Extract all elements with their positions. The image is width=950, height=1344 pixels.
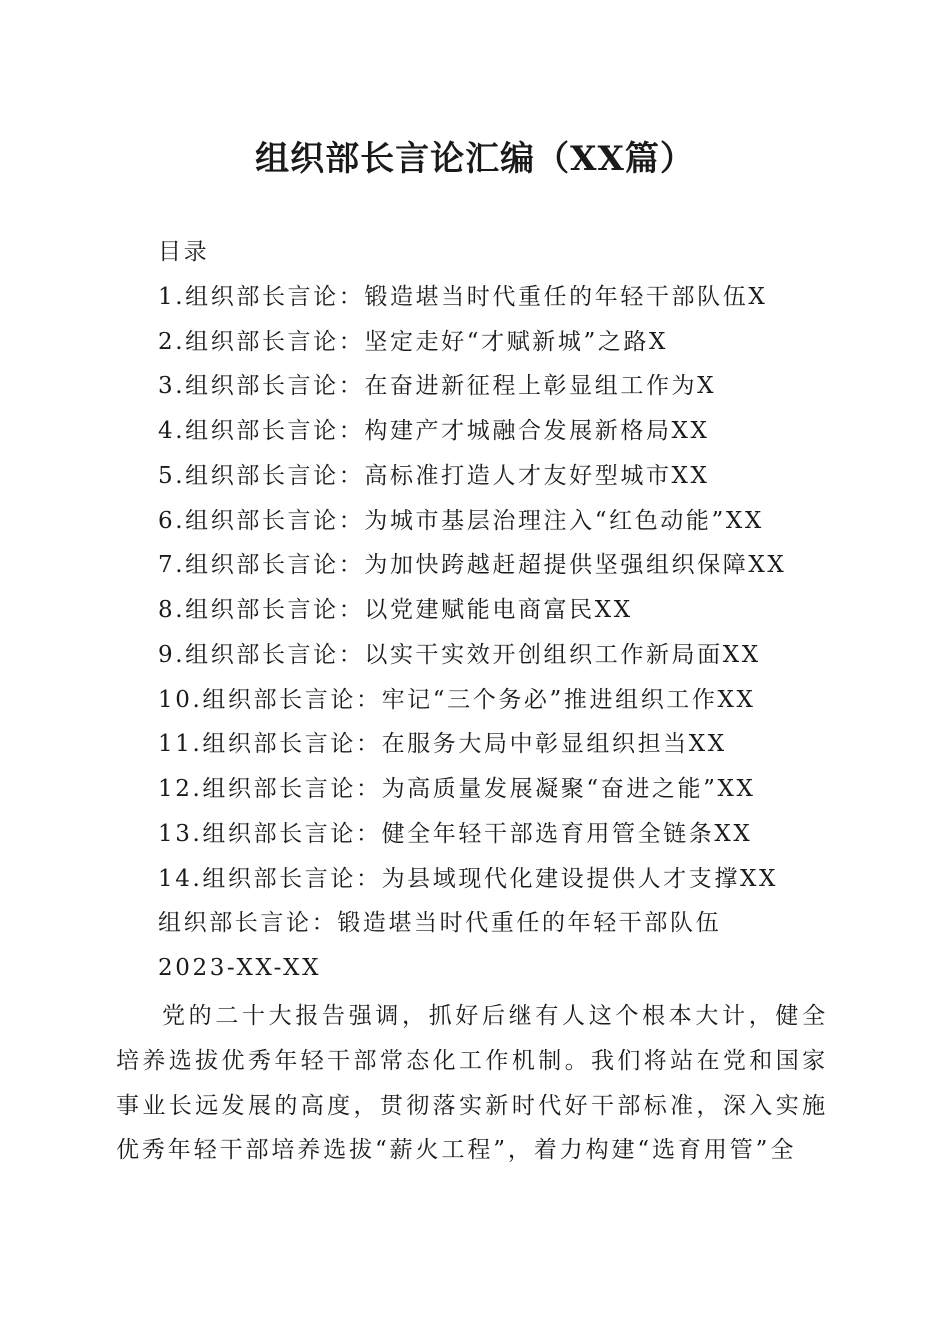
document-title: 组织部长言论汇编（XX篇） [255,139,695,179]
toc-item: 14.组织部长言论：为县域现代化建设提供人才支撑XX [158,865,778,892]
toc-item: 1.组织部长言论：锻造堪当时代重任的年轻干部队伍X [158,283,768,310]
toc-item: 8.组织部长言论：以党建赋能电商富民XX [158,597,633,623]
toc-item: 10.组织部长言论：牢记“三个务必”推进组织工作XX [158,686,756,713]
toc-item: 11.组织部长言论：在服务大局中彰显组织担当XX [158,731,727,758]
toc-item: 4.组织部长言论：构建产才城融合发展新格局XX [158,418,710,444]
toc-item: 6.组织部长言论：为城市基层治理注入“红色动能”XX [158,507,764,534]
toc-item: 2.组织部长言论：坚定走好“才赋新城”之路X [158,328,669,355]
table-of-contents [158,230,858,991]
body-paragraph: 党的二十大报告强调，抓好后继有人这个根本大计，健全培养选拔优秀年轻干部常态化工作机制。我们将站在党和国家事业长远发展的高度，贯彻落实新时代好干部标准，深入实施优秀年轻干部培养选拔“薪火工程”，着力构建“选育用管”全 [116,1003,828,1164]
toc-item: 3.组织部长言论：在奋进新征程上彰显组工作为X [158,373,717,400]
toc-item: 7.组织部长言论：为加快跨越赶超提供坚强组织保障XX [158,552,787,579]
toc-heading: 目录 [158,239,210,265]
toc-item: 5.组织部长言论：高标准打造人才友好型城市XX [158,462,710,489]
toc-item: 9.组织部长言论：以实干实效开创组织工作新局面XX [158,641,761,668]
article-title: 组织部长言论：锻造堪当时代重任的年轻干部队伍 [158,910,722,937]
toc-item: 12.组织部长言论：为高质量发展凝聚“奋进之能”XX [158,776,756,802]
toc-item: 13.组织部长言论：健全年轻干部选育用管全链条XX [158,820,753,847]
article-date: 2023-XX-XX [158,955,322,981]
